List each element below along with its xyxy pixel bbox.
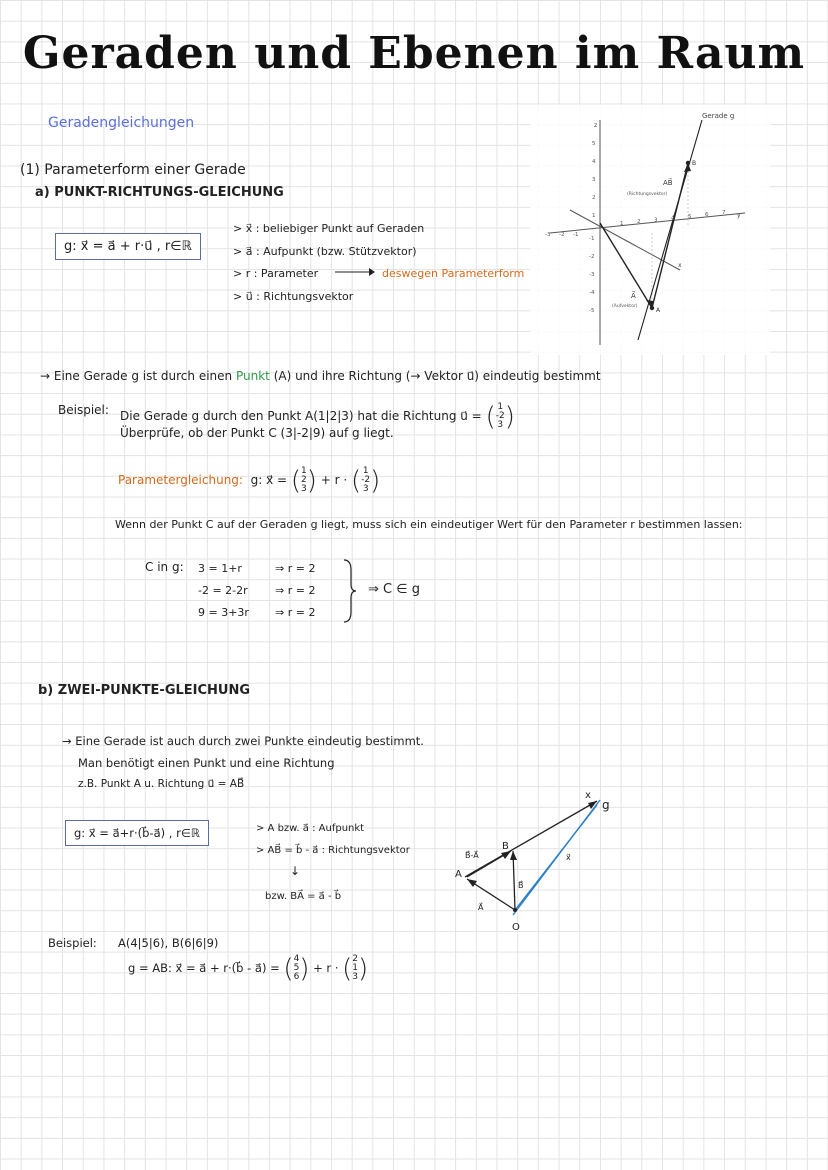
param-a-x: 1 xyxy=(301,466,307,476)
curly-brace-icon xyxy=(342,558,358,624)
point-a-dot xyxy=(650,306,654,310)
b2-d-x: 2 xyxy=(352,954,358,964)
part2-line2: Man benötigt einen Punkt und eine Richtung xyxy=(78,756,335,770)
part1-heading: (1) Parameterform einer Gerade xyxy=(20,162,246,178)
b2-a-y: 5 xyxy=(293,963,300,973)
y-tick-2: 3 xyxy=(654,217,658,224)
beispiel-2-label: Beispiel: xyxy=(48,936,97,950)
a-to-x-line xyxy=(465,801,597,877)
y-axis-label: y xyxy=(737,212,741,219)
arrow-icon xyxy=(335,266,375,278)
point-a-label: A xyxy=(656,307,661,314)
formula-box-2 xyxy=(65,820,209,846)
x-neg-ticks xyxy=(545,232,578,238)
a-vector-label: A⃗ xyxy=(631,292,636,300)
conclusion: ⇒ C ∈ g xyxy=(368,582,420,597)
param-label: Parametergleichung: xyxy=(118,473,243,487)
z-tick-pos-4: 1 xyxy=(592,213,596,219)
beispiel-1-line2: Überprüfe, ob der Punkt C (3|-2|9) auf g liegt. xyxy=(120,426,394,440)
gerade-g-label: Gerade g xyxy=(702,112,735,120)
u-vector-y: -2 xyxy=(495,411,505,421)
x-vector-arrow xyxy=(515,805,597,910)
beispiel-1-text: Die Gerade g durch den Punkt A(1|2|3) hat die Richtung u⃗ = xyxy=(120,409,482,423)
tri-x-vec-label: x⃗ xyxy=(566,853,571,862)
b2-a-x: 4 xyxy=(293,954,300,964)
ab-vector-label: AB⃗ xyxy=(663,179,673,187)
page-title: Geraden und Ebenen im Raum xyxy=(22,28,806,79)
param-a-y: 2 xyxy=(301,475,307,485)
tri-a-vec-label: A⃗ xyxy=(478,903,484,912)
b2-d-z: 3 xyxy=(352,972,358,982)
tri-ba-vec-label: B⃗-A⃗ xyxy=(465,851,479,860)
param-equation xyxy=(118,467,380,494)
tri-x-label: x xyxy=(585,790,591,801)
formula-box-1 xyxy=(55,233,201,260)
b2-a-vector: ( 4 5 6 ) xyxy=(283,953,310,984)
formula-2: g: x⃗ = a⃗+r·(b⃗-a⃗) , r∈ℝ xyxy=(74,826,200,840)
down-arrow-icon: ↓ xyxy=(290,864,301,878)
part2-note-3: bzw. BA⃗ = a⃗ - b⃗ xyxy=(265,891,342,902)
z-tick-neg-2: -3 xyxy=(589,272,595,278)
c-in-g-label: C in g: xyxy=(145,560,184,574)
x-axis-label: x xyxy=(678,262,682,269)
param-eq-a: g: x⃗ = xyxy=(250,473,288,487)
u-vector: ( 1 -2 3 ) xyxy=(485,401,515,432)
graph-3d xyxy=(530,105,770,355)
z-tick-pos-3: 2 xyxy=(592,195,596,201)
b2-eq-a: g = AB: x⃗ = a⃗ + r·(b⃗ - a⃗) = xyxy=(128,961,280,975)
statement-part-a: → Eine Gerade g ist durch einen xyxy=(40,369,233,383)
note-2: > a⃗ : Aufpunkt (bzw. Stützvektor) xyxy=(233,245,417,258)
param-a-vector: ( 1 2 3 ) xyxy=(290,465,317,496)
richtung-label: (Richtungsvektor) xyxy=(627,192,668,197)
z-tick-neg-0: -1 xyxy=(589,236,595,242)
y-tick-6: 7 xyxy=(722,210,726,217)
vector-triangle-diagram xyxy=(445,785,625,940)
note-3: > r : Parameter xyxy=(233,267,319,280)
result-1: ⇒ r = 2 xyxy=(275,562,316,575)
eq-3: 9 = 3+3r xyxy=(198,606,249,619)
z-tick-neg-1: -2 xyxy=(589,254,595,260)
eq-2: -2 = 2-2r xyxy=(198,584,248,597)
eq-1: 3 = 1+r xyxy=(198,562,242,575)
param-u-vector: ( 1 -2 3 ) xyxy=(351,465,381,496)
y-tick-5: 6 xyxy=(705,212,709,218)
b2-d-y: 1 xyxy=(352,963,358,973)
param-u-z: 3 xyxy=(362,484,369,494)
section-heading: Geradengleichungen xyxy=(48,115,195,131)
note-4: > u⃗ : Richtungsvektor xyxy=(233,290,354,303)
param-eq-b: + r · xyxy=(320,473,348,487)
condition-text: Wenn der Punkt C auf der Geraden g liegt, muss sich ein eindeutiger Wert für den Parameter r bestimmen lassen: xyxy=(115,518,743,531)
x-neg-tick-1: -2 xyxy=(559,232,565,238)
part2-heading: b) ZWEI-PUNKTE-GLEICHUNG xyxy=(38,683,251,698)
part2-line1: → Eine Gerade ist auch durch zwei Punkte eindeutig bestimmt. xyxy=(62,734,424,748)
formula-1: g: x⃗ = a⃗ + r·u⃗ , r∈ℝ xyxy=(64,239,192,254)
beispiel-2-points: A(4|5|6), B(6|6|9) xyxy=(118,936,219,950)
param-a-z: 3 xyxy=(301,484,307,494)
tri-b-vec-label: B⃗ xyxy=(518,881,524,890)
u-vector-z: 3 xyxy=(497,420,504,430)
point-b-dot xyxy=(686,161,690,165)
param-u-y: -2 xyxy=(361,475,371,485)
y-tick-1: 2 xyxy=(637,219,641,226)
z-tick-neg-4: -5 xyxy=(589,308,595,314)
part2-note-2: > AB⃗ = b⃗ - a⃗ : Richtungsvektor xyxy=(256,845,410,856)
b2-d-vector: ( 2 1 3 ) xyxy=(342,953,369,984)
tri-o-label: O xyxy=(512,922,520,933)
y-tick-3: 4 xyxy=(671,215,675,222)
statement-punkt: Punkt xyxy=(235,369,270,383)
result-2: ⇒ r = 2 xyxy=(275,584,316,597)
x-neg-tick-0: -3 xyxy=(545,232,551,238)
beispiel-1-label: Beispiel: xyxy=(58,403,109,417)
result-3: ⇒ r = 2 xyxy=(275,606,316,619)
tri-a-label: A xyxy=(455,869,462,880)
statement-line xyxy=(40,369,601,383)
part2-line3: z.B. Punkt A u. Richtung u⃗ = AB⃗ xyxy=(78,778,245,790)
tri-g-label: g xyxy=(602,798,610,812)
beispiel-2-equation xyxy=(128,955,368,982)
origin-dot xyxy=(513,908,517,912)
deswegen-note: deswegen Parameterform xyxy=(382,267,525,280)
note-1: > x⃗ : beliebiger Punkt auf Geraden xyxy=(233,222,425,235)
b2-a-z: 6 xyxy=(293,972,300,982)
param-u-x: 1 xyxy=(362,466,369,476)
aufvektor-label: (Aufvektor) xyxy=(612,304,638,309)
u-vector-x: 1 xyxy=(497,402,504,412)
z-tick-pos-1: 4 xyxy=(592,159,596,165)
part1-subheading: a) PUNKT-RICHTUNGS-GLEICHUNG xyxy=(35,185,284,200)
tri-b-label: B xyxy=(502,841,509,852)
y-tick-4: 5 xyxy=(688,213,692,220)
part2-note-1: > A bzw. a⃗ : Aufpunkt xyxy=(256,823,365,834)
z-axis-label: z xyxy=(594,122,598,129)
y-tick-0: 1 xyxy=(620,221,624,227)
z-tick-pos-0: 5 xyxy=(592,141,596,147)
point-b-label: B xyxy=(692,160,697,167)
x-neg-tick-2: -1 xyxy=(573,232,579,238)
b2-eq-b: + r · xyxy=(313,961,339,975)
statement-part-b: (A) und ihre Richtung (→ Vektor u⃗) eindeutig bestimmt xyxy=(273,369,601,383)
z-tick-pos-2: 3 xyxy=(592,177,596,183)
z-tick-neg-3: -4 xyxy=(589,290,595,296)
